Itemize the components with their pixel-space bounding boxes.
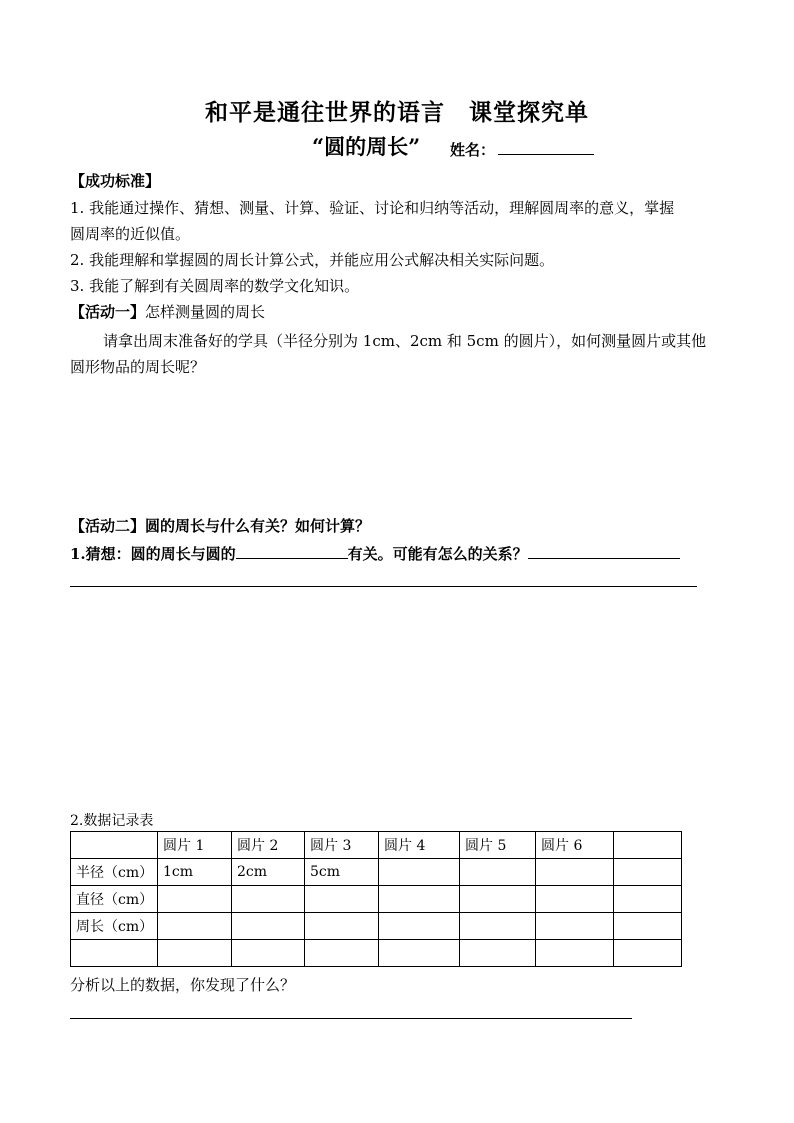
table-cell[interactable] [232,940,305,967]
table-cell[interactable] [614,940,682,967]
table-cell[interactable] [305,940,379,967]
table-cell[interactable] [460,886,536,913]
table-cell[interactable] [460,913,536,940]
table-header-cell: 圆片 6 [536,832,614,859]
criteria-item-1-line-2: 圆周率的近似值。 [70,225,191,243]
table-header-row [71,832,682,859]
answer-line-2[interactable] [70,1018,632,1019]
table-cell[interactable]: 2cm [232,859,305,886]
table-cell[interactable] [71,940,158,967]
criteria-heading: 【成功标准】 [70,172,161,190]
guess-prefix: 1.猜想：圆的周长与圆的 [70,545,236,563]
criteria-item-2: 2. 我能理解和掌握圆的周长计算公式，并能应用公式解决相关实际问题。 [70,251,555,269]
row-label-circumference: 周长（cm） [71,913,158,940]
answer-line-1[interactable] [70,586,697,587]
guess-line [70,541,680,567]
activity-1-tag: 【活动一】 [70,303,146,321]
activity-1-heading [70,299,265,325]
table-cell[interactable] [379,859,460,886]
table-row-circumference [71,913,682,940]
table-cell[interactable] [536,913,614,940]
table-cell[interactable] [305,913,379,940]
activity-1-text-line-2: 圆形物品的周长呢？ [70,358,206,376]
table-cell[interactable] [614,886,682,913]
guess-middle: 有关。可能有怎么的关系？ [347,545,528,563]
table-row-diameter [71,886,682,913]
analysis-question: 分析以上的数据，你发现了什么？ [70,976,296,994]
table-header-cell: 圆片 5 [460,832,536,859]
table-cell[interactable] [158,913,232,940]
table-cell[interactable] [232,886,305,913]
table-header-cell: 圆片 2 [232,832,305,859]
table-header-cell: 圆片 1 [158,832,232,859]
table-cell[interactable] [614,859,682,886]
data-record-table [70,831,682,967]
table-cell[interactable]: 5cm [305,859,379,886]
table-cell[interactable] [379,940,460,967]
table-header-cell: 圆片 4 [379,832,460,859]
table-cell [71,832,158,859]
guess-blank-2[interactable] [528,542,680,559]
row-label-diameter: 直径（cm） [71,886,158,913]
name-label: 姓名： [450,141,496,159]
activity-2-heading: 【活动二】圆的周长与什么有关？如何计算？ [70,517,371,535]
table-cell[interactable] [158,886,232,913]
table-cell[interactable]: 1cm [158,859,232,886]
table-cell[interactable] [536,940,614,967]
table-cell[interactable] [536,886,614,913]
table-cell[interactable] [232,913,305,940]
table-cell[interactable] [305,886,379,913]
table-caption: 2.数据记录表 [70,813,154,829]
criteria-item-1-line-1: 1. 我能通过操作、猜想、测量、计算、验证、讨论和归纳等活动，理解圆周率的意义，掌握 [70,199,675,217]
table-cell[interactable] [614,913,682,940]
table-cell[interactable] [536,859,614,886]
table-row-empty [71,940,682,967]
lesson-subtitle: “圆的周长” [312,134,421,159]
activity-1-text-line-1: 请拿出周末准备好的学具（半径分别为 1cm、2cm 和 5cm 的圆片），如何测量圆片或其他 [103,332,707,350]
name-blank[interactable] [498,138,594,155]
table-row-radius [71,859,682,886]
table-header-cell: 圆片 3 [305,832,379,859]
row-label-radius: 半径（cm） [71,859,158,886]
table-cell[interactable] [158,940,232,967]
table-cell[interactable] [379,886,460,913]
activity-1-title: 怎样测量圆的周长 [145,303,266,321]
table-cell[interactable] [460,859,536,886]
table-cell[interactable] [460,940,536,967]
page-title: 和平是通往世界的语言 课堂探究单 [205,99,589,126]
table-cell [614,832,682,859]
guess-blank-1[interactable] [236,542,348,559]
table-cell[interactable] [379,913,460,940]
criteria-item-3: 3. 我能了解到有关圆周率的数学文化知识。 [70,277,360,295]
